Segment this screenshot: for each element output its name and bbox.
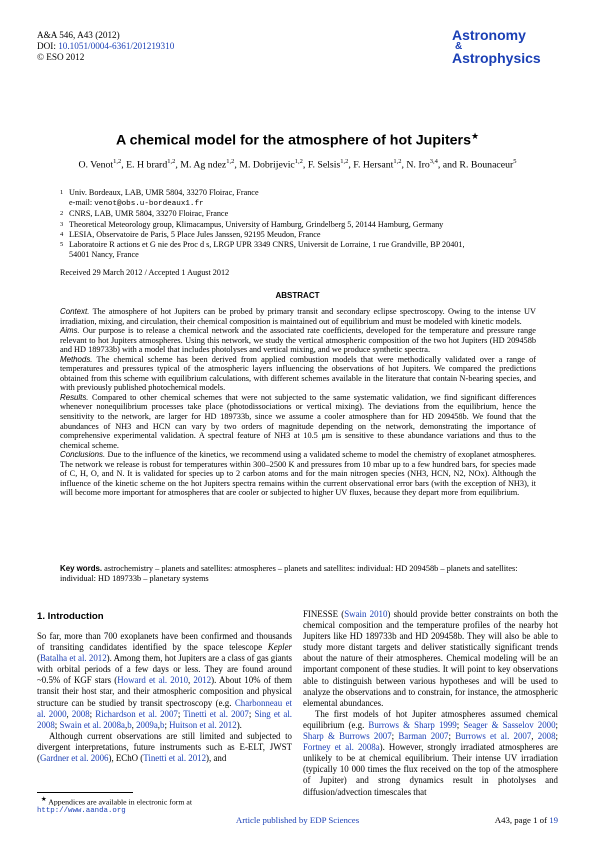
paragraph — [37, 731, 292, 764]
doi-link[interactable]: 10.1051/0004-6361/201219310 — [58, 41, 175, 51]
abstract-label: Aims. — [60, 326, 80, 336]
citation-link[interactable]: Tinetti et al. 2007 — [183, 708, 249, 719]
citation-block — [37, 30, 174, 63]
citation-link[interactable]: 2008 — [537, 731, 556, 742]
text-run: FINESSE ( — [303, 609, 345, 619]
journal-logo — [452, 28, 564, 66]
text-run: , — [531, 731, 538, 742]
abstract-paragraph — [60, 355, 536, 393]
doi-label: DOI: — [37, 41, 56, 51]
email-link[interactable]: venot@obs.u-bordeaux1.fr — [94, 200, 204, 209]
abstract-paragraph — [60, 326, 536, 355]
text-run: ). Among them, hot Jupiters are a class of gas giants with orbital periods of a few days or less. They are found around ~0.5% of KGF stars ( — [37, 653, 292, 686]
author-name: R. Bounaceur — [459, 159, 514, 171]
text-run: ( — [37, 653, 40, 664]
abstract-label: Methods. — [60, 354, 93, 364]
footnote-rule — [37, 792, 133, 793]
keywords-label: Key words. — [60, 564, 103, 573]
keywords — [60, 564, 536, 584]
text-run: ; — [54, 719, 60, 730]
journal-name-line1: Astronomy — [452, 27, 526, 43]
author-affiliation-mark: 1,2 — [226, 158, 235, 165]
footnote-mark: ★ — [40, 796, 47, 803]
citation-link[interactable]: Burrows & Sharp 1999 — [368, 719, 457, 730]
paragraph — [303, 709, 558, 798]
author-name: M. Dobrijevic — [239, 159, 295, 171]
page-total-link[interactable]: 19 — [549, 815, 558, 825]
abstract-text: Compared to other chemical schemes that were not subjected to the same systematic validation, we find significant differences whenever nonequilibrium processes take place (photodissociations or vertical mixing). The deviations from the equilibrium, hence the sensitivity to the network, are larger for HD 189733b, since we assume a cooler atmosphere than for HD 209458b. We found that the abundances of NH3 and HCN can vary by two orders of magnitude depending on the network, demonstrating the importance of comprehensive experimental validation. A spectral feature of NH3 at 10.5 μm is sensitive to these abundance variations and thus to the chemical scheme. — [60, 392, 536, 450]
citation-link[interactable]: Barman 2007 — [398, 731, 449, 742]
affiliation-number — [60, 198, 69, 209]
citation-link[interactable]: Batalha et al. 2012 — [39, 653, 107, 664]
paragraph — [303, 609, 558, 709]
affiliation-number: 3 — [60, 220, 64, 228]
author-affiliation-mark: 1,2 — [294, 158, 303, 165]
citation-link[interactable]: Huitson et al. 2012 — [169, 719, 237, 730]
copyright: © ESO 2012 — [37, 52, 85, 62]
author-name: F. Selsis — [307, 159, 341, 171]
affiliation-number: 1 — [60, 189, 64, 196]
publisher-link[interactable]: Article published by EDP Sciences — [235, 815, 360, 825]
affiliation-item — [60, 188, 560, 198]
keywords-text: astrochemistry – planets and satellites: atmospheres – planets and satellites: individual: HD 209458b – planets and satellites: individual: HD 189733b – planetary systems — [60, 564, 518, 583]
text-run: , — [188, 675, 194, 686]
affiliation-text: Univ. Bordeaux, LAB, UMR 5804, 33270 Floirac, France — [69, 188, 259, 197]
citation-link[interactable]: Richardson et al. 2007 — [95, 708, 178, 719]
received-dates: Received 29 March 2012 / Accepted 1 August 2012 — [60, 268, 230, 277]
citation-link[interactable]: 2012 — [193, 675, 212, 686]
citation-link[interactable]: b — [127, 719, 132, 730]
text-run: ; — [448, 731, 456, 742]
title-footnote-mark[interactable]: ★ — [470, 131, 480, 141]
paragraph — [37, 631, 292, 731]
citation-link[interactable]: Burrows et al. 2007 — [455, 731, 532, 742]
journal-name-line2: Astrophysics — [452, 50, 541, 66]
author-name: N. Iro — [406, 159, 430, 171]
page-number — [458, 815, 558, 825]
footnote-url-link[interactable]: http://www.aanda.org — [37, 806, 126, 815]
affiliation-text: CNRS, LAB, UMR 5804, 33270 Floirac, France — [69, 209, 229, 219]
text-run: ; — [248, 708, 255, 719]
affiliation-number: 5 — [60, 241, 64, 249]
abstract-paragraph — [60, 307, 536, 326]
citation-link[interactable]: Sharp & Burrows 2007 — [303, 731, 392, 742]
text-run: ), and — [206, 753, 227, 764]
italic-text: Kepler — [267, 642, 292, 653]
affiliation-number: 2 — [60, 210, 64, 218]
citation-link[interactable]: Howard et al. 2010 — [117, 675, 189, 686]
abstract-heading: ABSTRACT — [275, 291, 320, 300]
author-name: M. Ag ndez — [180, 159, 227, 171]
text-run: The first models of hot Jupiter atmospheres assumed chemical equilibrium (e.g. — [303, 708, 558, 730]
text-run: ; — [89, 708, 96, 719]
text-run: ; — [456, 719, 464, 730]
text-run: , — [125, 719, 128, 730]
intro-left-column — [37, 631, 292, 764]
text-run: ; — [164, 719, 170, 730]
abstract — [60, 307, 536, 498]
citation-link[interactable]: 2009a — [136, 719, 158, 730]
abstract-text: Our purpose is to release a chemical network and the associated rate coefficients, developed for the temperature and pressure range relevant to hot Jupiters atmospheres. Using this network, we study the vertical atmospheric composition of the two hot Jupiters (HD 209458b and HD 189733b) with a model that includes photolyses and vertical mixing, and we produce synthetic spectra. — [60, 326, 536, 355]
affiliation-text: 54001 Nancy, France — [69, 250, 139, 260]
affiliation-text: LESIA, Observatoire de Paris, 5 Place Jules Janssen, 92195 Meudon, France — [69, 229, 321, 239]
citation-link[interactable]: Swain et al. 2008a — [59, 719, 125, 730]
citation-link[interactable]: Seager & Sasselov 2000 — [463, 719, 556, 730]
text-run: Although current observations are still limited and subjected to divergent interpretations, future instruments such as E-ELT, JWST ( — [37, 730, 292, 764]
citation-link[interactable]: Swain 2010 — [344, 609, 388, 619]
doi-line — [37, 41, 174, 52]
citation-link[interactable]: Gardner et al. 2006 — [39, 753, 109, 764]
citation-link[interactable]: Tinetti et al. 2012 — [143, 753, 207, 764]
text-run: ). About 10% of them transit their host star, and their atmospheric composition and physical structure can be studied by transit spectroscopy (e.g. — [37, 675, 293, 708]
intro-right-column — [303, 609, 558, 798]
text-run: ). However, strongly irradiated atmospheres are unlikely to be at chemical equilibrium. Their intense UV irradiation (typically 10 000 times the flux received on the top of the atmosphere of Jupiter) and strong dynamics result in photolyses and diffusion/advection timescales that — [303, 742, 558, 797]
abstract-label: Context. — [60, 307, 90, 316]
author-list: O. Venot$^{1,2}$, E. H brard$^{1,2}$, M. Ag ndez$^{1,2}$, M. Dobrijevic$^{1,2}$, F. Selsis$^{1,2}$, F. Hersant$^{1,2}$, N. Iro$^{3,4}$, and R. Bounaceur$^5$ — [78, 158, 517, 171]
affiliation-item — [60, 230, 560, 240]
footnote — [37, 795, 292, 816]
affiliation-item — [60, 240, 560, 250]
abstract-label: Results. — [60, 392, 89, 402]
text-run: ), EChO ( — [108, 753, 144, 764]
affiliation-item — [60, 209, 560, 219]
page-prefix: A43, page 1 of — [494, 815, 550, 825]
citation: A&A 546, A43 (2012) — [37, 30, 120, 40]
author-affiliation-mark: 1,2 — [393, 158, 402, 165]
abstract-text: The chemical scheme has been derived from applied combustion models that were methodically validated over a range of temperatures and pressures typical of the atmospheric layers influencing the observations of hot Jupiters. We compared the predictions obtained from this scheme with equilibrium calculations, with different schemes available in the literature that contain N-bearing species, and with previously published photochemical models. — [60, 354, 536, 393]
affiliation-item — [60, 250, 560, 260]
text-run: ; — [555, 731, 558, 742]
author-name: F. Hersant — [353, 159, 394, 171]
author-name: E. H brard — [126, 159, 168, 171]
footnote-text: Appendices are available in electronic form at — [46, 797, 192, 807]
paper-title-text: A chemical model for the atmosphere of hot Jupiters — [115, 132, 471, 149]
affiliation-number — [60, 250, 69, 260]
citation-link[interactable]: Fortney et al. 2008a — [303, 742, 380, 753]
text-run: ; — [391, 731, 399, 742]
journal-ampersand: & — [455, 41, 463, 52]
text-run: ; — [555, 719, 558, 730]
affiliation-item — [60, 220, 560, 230]
author-affiliation-mark: 3,4 — [429, 158, 438, 165]
citation-link[interactable]: Charbonneau et al. 2000 — [37, 697, 292, 719]
text-run: So far, more than 700 exoplanets have been confirmed and thousands of transiting candidates identified by the space telescope — [37, 631, 292, 653]
abstract-label: Conclusions. — [60, 450, 106, 460]
affiliation-item — [60, 198, 560, 209]
author-name: O. Venot — [78, 159, 114, 171]
text-run: ). — [236, 719, 242, 730]
text-run: , — [131, 719, 137, 730]
text-run: , — [66, 708, 72, 719]
abstract-text: The atmosphere of hot Jupiters can be probed by primary transit and secondary eclipse spectroscopy. Owing to the intense UV irradiation, mixing, and circulation, their chemical composition is maintained out of equilibrium and must be modeled with kinetic models. — [60, 307, 536, 326]
author-affiliation-mark: 1,2 — [167, 158, 176, 165]
abstract-text: Due to the influence of the kinetics, we recommend using a validated scheme to model the chemistry of exoplanet atmospheres. The network we release is robust for temperatures within 300–2500 K and pressures from 10 mbar up to a few hundred bars, for species made of C, H, O, and N. It is validated for species up to 2 carbon atoms and for the main nitrogen species (NH3, HCN, N2, NOx). Although the influence of the kinetic scheme on the hot Jupiters spectra remains within the current observational error bars (with the exception of NH3), it will become more important for atmospheres that are cooler or subjected to higher UV fluxes, because they depart more from equilibrium. — [60, 450, 536, 498]
paper-title — [0, 131, 595, 149]
citation-link[interactable]: 2008 — [71, 708, 90, 719]
author-affiliation-mark: 5 — [513, 158, 517, 165]
affiliation-text: e-mail: — [69, 198, 95, 208]
abstract-paragraph — [60, 393, 536, 450]
section-title: 1. Introduction — [37, 611, 104, 622]
affiliation-text: Theoretical Meteorology group, Klimacampus, University of Hamburg, Grindelberg 5, 20144 Hamburg, Germany — [69, 219, 444, 229]
affiliations — [60, 188, 560, 260]
affiliation-number: 4 — [60, 230, 64, 238]
affiliation-text: Laboratoire R actions et G nie des Proc d s, LRGP UPR 3349 CNRS, Universit de Lorraine, 1 rue Grandville, BP 20401, — [69, 240, 465, 250]
abstract-paragraph — [60, 450, 536, 498]
text-run: , — [157, 719, 161, 730]
citation-link[interactable]: Sing et al. 2008 — [37, 708, 293, 730]
author-affiliation-mark: 1,2 — [340, 158, 349, 165]
authors-and: and — [442, 159, 457, 171]
text-run: ; — [177, 708, 184, 719]
text-run: ) should provide better constraints on both the chemical composition and the temperature profiles of the nearby hot Jupiters like HD 189733b and HD 209458b. They will also be able to study more distant targets and deliver statistically significant trends about the nature of their atmospheres. Chemical modeling will be an important component of these studies. It will point to key observations able to distinguish between various hypotheses and will be used to analyze the observations and to constrain, for instance, the atmospheric elemental abundances. — [303, 609, 558, 708]
author-affiliation-mark: 1,2 — [113, 158, 122, 165]
citation-link[interactable]: b — [160, 719, 165, 730]
